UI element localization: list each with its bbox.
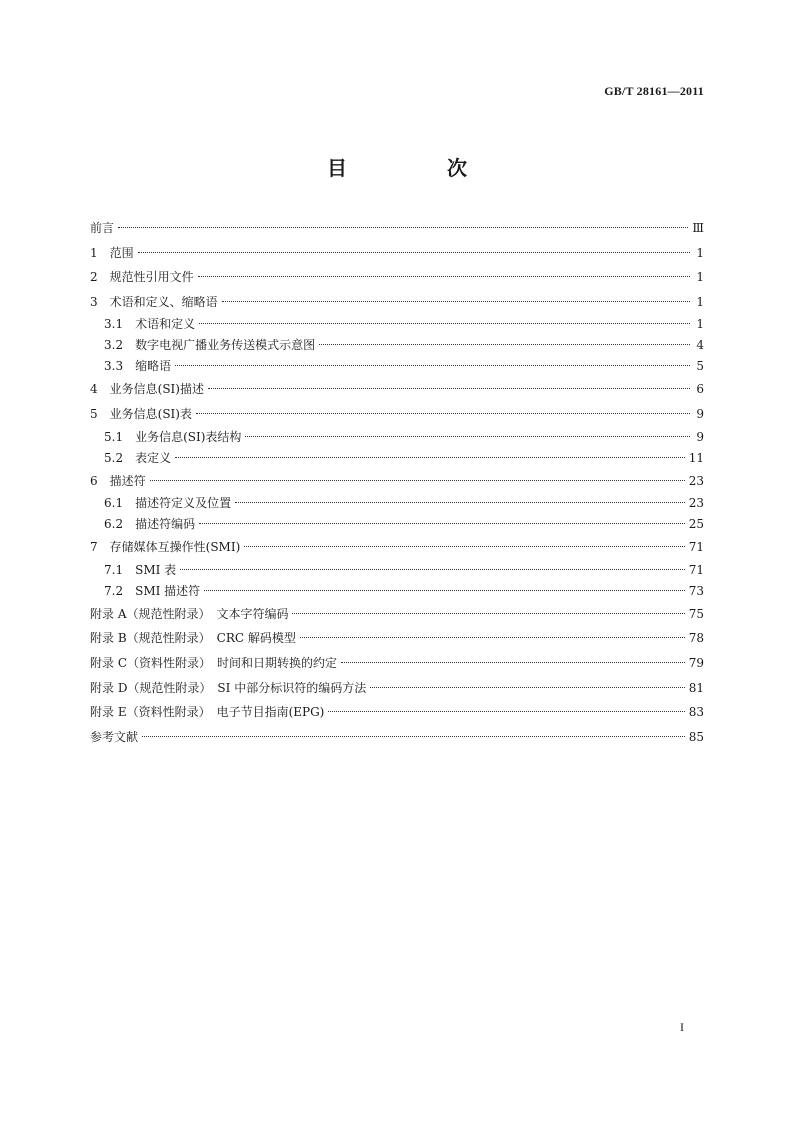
toc-entry-label: 术语和定义、缩略语: [109, 294, 218, 309]
toc-entry-label: 附录 C（资料性附录） 时间和日期转换的约定: [90, 655, 337, 670]
toc-entry-page: 9: [696, 429, 704, 444]
toc-entry-label: 描述符定义及位置: [135, 496, 232, 511]
toc-entry-number: 6.1: [104, 496, 136, 511]
toc-entry-label: 业务信息(SI)表: [109, 406, 192, 421]
toc-entry-label: 术语和定义: [135, 317, 196, 332]
toc-entry[interactable]: [90, 676, 704, 701]
toc-entry-number: 3.2: [104, 338, 136, 353]
toc-entry[interactable]: [90, 356, 704, 377]
toc-entry-page: 1: [696, 294, 704, 309]
toc-entry-label: 附录 B（规范性附录） CRC 解码模型: [90, 631, 296, 646]
toc-entry-label: SMI 描述符: [135, 583, 201, 598]
toc-leader-dots: [150, 480, 685, 481]
toc-entry-page: 23: [688, 473, 704, 488]
toc-entry[interactable]: [90, 448, 704, 469]
toc-entry-number: 7.1: [104, 562, 136, 577]
toc-entry[interactable]: [90, 314, 704, 335]
page-number: I: [680, 1020, 684, 1034]
toc-leader-dots: [199, 323, 690, 324]
toc-entry[interactable]: [90, 651, 704, 676]
toc-entry[interactable]: [90, 469, 704, 494]
toc-entry-label: 缩略语: [135, 359, 172, 374]
table-of-contents: [90, 216, 704, 749]
toc-entry-page: 5: [696, 359, 704, 374]
toc-entry-number: 6: [90, 473, 110, 488]
toc-entry-number: 3.3: [104, 359, 136, 374]
toc-entry-page: 1: [696, 317, 704, 332]
toc-entry-page: 81: [688, 680, 704, 695]
toc-entry-label: 业务信息(SI)描述: [109, 382, 204, 397]
toc-leader-dots: [370, 687, 685, 688]
toc-entry-page: 1: [696, 245, 704, 260]
toc-entry-label: 附录 E（资料性附录） 电子节目指南(EPG): [90, 705, 325, 720]
toc-entry-label: 存储媒体互操作性(SMI): [109, 540, 241, 555]
toc-entry[interactable]: [90, 535, 704, 560]
page-title: 目 次: [327, 156, 507, 180]
toc-leader-dots: [292, 613, 684, 614]
toc-entry-page: 78: [688, 631, 704, 646]
toc-entry-number: 3: [90, 294, 110, 309]
toc-entry-page: 4: [696, 338, 704, 353]
toc-entry-page: Ⅲ: [692, 221, 704, 235]
toc-entry-label: 附录 A（规范性附录） 文本字符编码: [90, 606, 289, 621]
toc-leader-dots: [235, 502, 685, 503]
toc-entry-number: 3.1: [104, 317, 136, 332]
toc-entry[interactable]: [90, 335, 704, 356]
toc-entry[interactable]: [90, 514, 704, 535]
toc-entry[interactable]: [90, 725, 704, 750]
toc-entry-number: 5.2: [104, 450, 136, 465]
toc-entry-label: 业务信息(SI)表结构: [135, 429, 242, 444]
toc-entry-label: 参考文献: [90, 729, 139, 744]
toc-leader-dots: [204, 590, 685, 591]
toc-entry-number: 7.2: [104, 583, 136, 598]
toc-entry[interactable]: [90, 560, 704, 581]
toc-leader-dots: [196, 413, 690, 414]
toc-leader-dots: [180, 569, 685, 570]
toc-leader-dots: [199, 523, 685, 524]
toc-entry-number: 5.1: [104, 429, 136, 444]
toc-leader-dots: [138, 252, 690, 253]
toc-entry-label: 表定义: [135, 450, 172, 465]
toc-entry-label: 规范性引用文件: [109, 270, 194, 285]
toc-entry-page: 23: [688, 496, 704, 511]
toc-entry-page: 71: [688, 540, 704, 555]
toc-entry-page: 71: [688, 562, 704, 577]
toc-entry-number: 6.2: [104, 517, 136, 532]
toc-entry[interactable]: [90, 700, 704, 725]
toc-entry[interactable]: [90, 626, 704, 651]
toc-leader-dots: [175, 365, 690, 366]
toc-leader-dots: [319, 344, 690, 345]
toc-entry-page: 6: [696, 382, 704, 397]
toc-entry[interactable]: [90, 402, 704, 427]
toc-entry-number: 7: [90, 540, 110, 555]
toc-entry-page: 73: [688, 583, 704, 598]
toc-entry-label: 前言: [90, 221, 115, 235]
toc-leader-dots: [175, 457, 685, 458]
toc-leader-dots: [118, 227, 688, 228]
toc-entry-label: 附录 D（规范性附录） SI 中部分标识符的编码方法: [90, 680, 367, 695]
toc-entry-page: 83: [688, 705, 704, 720]
toc-leader-dots: [198, 276, 690, 277]
toc-entry-label: 描述符: [109, 473, 146, 488]
toc-leader-dots: [244, 546, 684, 547]
toc-entry-page: 25: [688, 517, 704, 532]
toc-entry-number: 1: [90, 245, 110, 260]
toc-leader-dots: [245, 436, 690, 437]
toc-leader-dots: [328, 711, 684, 712]
toc-leader-dots: [208, 388, 690, 389]
standard-code: GB/T 28161—2011: [604, 84, 704, 98]
toc-entry-page: 79: [688, 655, 704, 670]
toc-entry[interactable]: [90, 602, 704, 627]
toc-entry-page: 1: [696, 270, 704, 285]
toc-entry-page: 9: [696, 406, 704, 421]
toc-entry-number: 5: [90, 406, 110, 421]
toc-entry-label: 描述符编码: [135, 517, 196, 532]
toc-entry[interactable]: [90, 216, 704, 241]
toc-entry-page: 85: [688, 729, 704, 744]
toc-entry[interactable]: [90, 290, 704, 315]
toc-leader-dots: [300, 637, 685, 638]
toc-entry-page: 75: [688, 606, 704, 621]
toc-entry[interactable]: [90, 581, 704, 602]
toc-entry[interactable]: [90, 377, 704, 402]
toc-leader-dots: [222, 301, 690, 302]
toc-entry[interactable]: [90, 427, 704, 448]
toc-leader-dots: [142, 736, 685, 737]
toc-entry[interactable]: [90, 241, 704, 266]
toc-entry-label: SMI 表: [135, 562, 177, 577]
toc-entry[interactable]: [90, 265, 704, 290]
toc-leader-dots: [341, 662, 685, 663]
toc-entry-label: 数字电视广播业务传送模式示意图: [135, 338, 316, 353]
toc-entry-page: 11: [688, 450, 704, 465]
toc-entry-number: 2: [90, 270, 110, 285]
toc-entry[interactable]: [90, 493, 704, 514]
toc-entry-label: 范围: [109, 245, 134, 260]
toc-entry-number: 4: [90, 382, 110, 397]
